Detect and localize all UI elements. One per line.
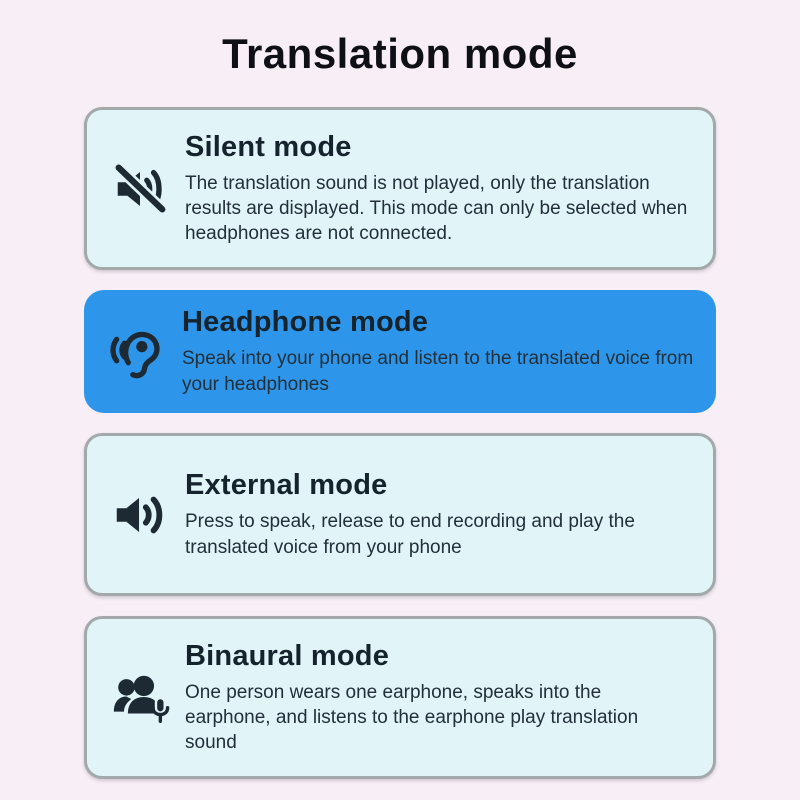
mode-description-external: Press to speak, release to end recording and play the translated voice from your phone — [185, 511, 635, 558]
page-title: Translation mode — [222, 30, 578, 77]
mode-description-headphone: Speak into your phone and listen to the translated voice from your headphones — [182, 348, 694, 395]
mode-title-headphone: Headphone mode — [182, 306, 429, 339]
speaker-icon — [107, 484, 173, 546]
mode-card-list — [84, 107, 716, 779]
mode-card-headphone[interactable] — [84, 290, 716, 413]
ear-listening-icon — [104, 321, 170, 383]
muted-speaker-icon — [107, 158, 173, 220]
mode-description-silent: The translation sound is not played, only the translation results are displayed. This mode can only be selected when headphones are not connected. — [185, 172, 688, 245]
people-microphone-icon — [107, 667, 173, 729]
mode-card-binaural[interactable] — [84, 616, 716, 779]
mode-description-binaural: One person wears one earphone, speaks into the earphone, and listens to the earphone play translation sound — [185, 681, 639, 754]
mode-title-external: External mode — [185, 469, 388, 502]
mode-card-silent[interactable] — [84, 107, 716, 270]
mode-card-external[interactable] — [84, 433, 716, 596]
mode-title-silent: Silent mode — [185, 130, 352, 163]
mode-title-binaural: Binaural mode — [185, 639, 390, 672]
